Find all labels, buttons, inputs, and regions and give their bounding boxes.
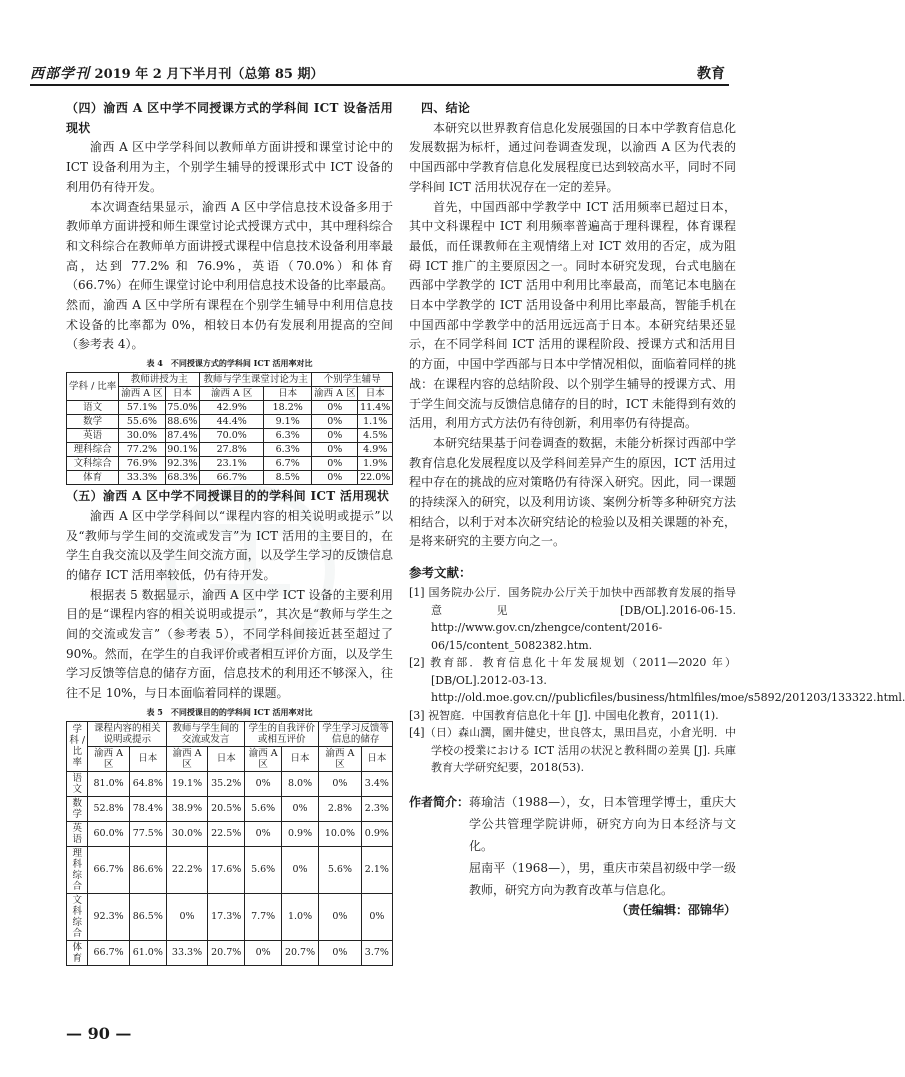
table-cell: 92.3% (165, 457, 200, 471)
table-subheader: 渝西 A 区 (312, 387, 358, 401)
table-cell: 4.5% (358, 429, 393, 443)
table-cell: 44.4% (200, 415, 264, 429)
left-column (66, 99, 393, 966)
table-cell: 88.6% (165, 415, 200, 429)
table-cell: 6.3% (264, 443, 312, 457)
table-cell: 66.7% (88, 846, 129, 893)
table-subject-cell: 文科综合 (67, 893, 88, 940)
table-subject-cell: 体育 (67, 940, 88, 965)
table-subject-cell: 英语 (67, 821, 88, 846)
author-bio-2: 屈南平（1968—），男，重庆市荣昌初级中学一级教师，研究方向为教育改革与信息化。 (469, 860, 736, 897)
table-cell: 0% (312, 471, 358, 485)
table-cell: 0% (281, 846, 318, 893)
table-cell: 0.9% (361, 821, 392, 846)
table-cell: 66.7% (88, 940, 129, 965)
table-subheader: 渝西 A 区 (166, 746, 207, 771)
table-cell: 52.8% (88, 796, 129, 821)
table-cell: 7.7% (245, 893, 282, 940)
table-cell: 0% (361, 893, 392, 940)
table-subheader-row (67, 746, 393, 771)
table-group-header: 学生学习反馈等信息的储存 (319, 721, 393, 746)
table-cell: 27.8% (200, 443, 264, 457)
table4-caption: 表 4 不同授课方式的学科间 ICT 活用率对比 (146, 358, 313, 369)
reference-item: [1] 国务院办公厅．国务院办公厅关于加快中西部教育发展的指导意见 [DB/OL].2016-06-15. http://www.gov.cn/zhengce/content/2016-06/15/content_5082382.htm. (409, 586, 736, 652)
table-subheader: 日本 (361, 746, 392, 771)
table-cell: 75.0% (165, 401, 200, 415)
table4 (66, 372, 393, 485)
conclusion-paragraph-1: 本研究以世界教育信息化发展强国的日本中学教育信息化发展数据为标杆，通过问卷调查发现，以渝西 A 区为代表的中国西部中学教育信息化发展程度已达到较高水平，同时不同学科间 ICT 活用状况存在一定的差异。 (409, 120, 736, 194)
table-cell: 9.1% (264, 415, 312, 429)
table-group-header: 教师与学生间的交流或发言 (166, 721, 244, 746)
section4-heading: （四）渝西 A 区中学不同授课方式的学科间 ICT 设备活用现状 (66, 101, 393, 135)
table-row (67, 401, 393, 415)
reference-item: [2] 教育部．教育信息化十年发展规划（2011—2020 年）[DB/OL].2012-03-13. http://old.moe.gov.cn//publicfiles/business/htmlfiles/moe/s5892/201203/133322.html. (409, 656, 905, 705)
table-cell: 5.6% (245, 796, 282, 821)
journal-header (30, 63, 323, 83)
table-cell: 66.7% (200, 471, 264, 485)
table-subject-cell: 数学 (67, 415, 119, 429)
table-cell: 0% (245, 771, 282, 796)
table-cell: 60.0% (88, 821, 129, 846)
table-group-header: 个别学生辅导 (312, 373, 393, 387)
journal-issue: 2019 年 2 月下半月刊（总第 85 期） (94, 67, 324, 82)
page-number: — 90 — (66, 1024, 132, 1043)
table-cell: 0% (281, 796, 318, 821)
reference-item: [3] 祝智庭．中国教育信息化十年 [J]. 中国电化教育，2011(1). (409, 708, 719, 722)
table-cell: 3.7% (361, 940, 392, 965)
table-cell: 17.3% (208, 893, 245, 940)
table-cell: 57.1% (119, 401, 165, 415)
author-bio-1: 蒋瑜洁（1988—），女，日本管理学博士，重庆大学公共管理学院讲师，研究方向为日本经济与文化。 (469, 794, 736, 853)
table-cell: 87.4% (165, 429, 200, 443)
table-cell: 76.9% (119, 457, 165, 471)
table-cell: 22.5% (208, 821, 245, 846)
table-subject-cell: 英语 (67, 429, 119, 443)
table-subheader: 渝西 A 区 (245, 746, 282, 771)
table-cell: 92.3% (88, 893, 129, 940)
table-cell: 42.9% (200, 401, 264, 415)
table-cell: 81.0% (88, 771, 129, 796)
table-cell: 30.0% (166, 821, 207, 846)
table-row-header: 学科 / 比率 (67, 373, 119, 401)
table-row (67, 471, 393, 485)
table-row (67, 796, 393, 821)
table-cell: 86.5% (129, 893, 166, 940)
table-cell: 90.1% (165, 443, 200, 457)
table-cell: 5.6% (245, 846, 282, 893)
table-cell: 77.5% (129, 821, 166, 846)
table-row (67, 457, 393, 471)
table-cell: 20.7% (281, 940, 318, 965)
table-cell: 22.0% (358, 471, 393, 485)
table-cell: 78.4% (129, 796, 166, 821)
table-cell: 6.7% (264, 457, 312, 471)
table-cell: 19.1% (166, 771, 207, 796)
table-cell: 4.9% (358, 443, 393, 457)
table-cell: 61.0% (129, 940, 166, 965)
conclusion-paragraph-2: 首先，中国西部中学教学中 ICT 活用频率已超过日本，其中文科课程中 ICT 利用频率普遍高于理科课程，体育课程最低，而任课教师在主观情绪上对 ICT 效用的否定，成为阻碍 ICT 推广的主要原因之一。同时本研究发现，台式电脑在西部中学教学的 ICT 活用中利用比率最高，而笔记本电脑在日本中学教学的 ICT 活用设备中利用比率最高，智能手机在中国西部中学教学中的活用远远高于日本。本研究结果还显示，在不同学科间 ICT 活用的课程阶段、授课方式和活用目的方面，中国中学西部与日本中学情况相似，面临着同样的挑战：在课程内容的总结阶段、以个别学生辅导的授课方式、用于学生间交流与反馈信息储存的目的时，ICT 未能得到有效的活用，利用方式方法仍有待创新，利用率仍有待提高。 (409, 199, 736, 431)
table-subject-cell: 语文 (67, 771, 88, 796)
table-cell: 0% (312, 443, 358, 457)
table-subheader: 日本 (281, 746, 318, 771)
table-subject-cell: 文科综合 (67, 457, 119, 471)
table-cell: 17.6% (208, 846, 245, 893)
table-subheader: 渝西 A 区 (319, 746, 362, 771)
section-label: 教育 (697, 66, 725, 82)
table-row (67, 443, 393, 457)
table-cell: 0% (312, 429, 358, 443)
section4-paragraph-1: 渝西 A 区中学学科间以教师单方面讲授和课堂讨论中的 ICT 设备利用为主，个别学生辅导的授课形式中 ICT 设备的利用仍有待开发。 (66, 140, 393, 194)
table-cell: 35.2% (208, 771, 245, 796)
table-cell: 0% (245, 940, 282, 965)
table-subheader: 日本 (358, 387, 393, 401)
journal-name: 西部学刊 (30, 66, 90, 82)
table-header-row (67, 373, 393, 387)
table-cell: 1.0% (281, 893, 318, 940)
table-subheader: 日本 (264, 387, 312, 401)
table-cell: 2.8% (319, 796, 362, 821)
table-cell: 0% (312, 415, 358, 429)
table-group-header: 教师与学生课堂讨论为主 (200, 373, 312, 387)
author-label: 作者简介： (409, 794, 470, 809)
table-subheader: 日本 (129, 746, 166, 771)
table-cell: 0% (312, 457, 358, 471)
table-cell: 55.6% (119, 415, 165, 429)
table-cell: 18.2% (264, 401, 312, 415)
table-subheader: 渝西 A 区 (119, 387, 165, 401)
table-cell: 20.7% (208, 940, 245, 965)
table-row (67, 771, 393, 796)
reference-item: [4]（日）森山潤，園井健史，世良啓太，黒田昌克，小倉光明．中学校の授業における ICT 活用の状況と教科間の差異 [J]. 兵庫教育大学研究紀要，2018(53). (409, 726, 736, 775)
table-group-header: 教师讲授为主 (119, 373, 200, 387)
table-cell: 6.3% (264, 429, 312, 443)
table-cell: 8.5% (264, 471, 312, 485)
table-subject-cell: 理科综合 (67, 846, 88, 893)
table-subject-cell: 语文 (67, 401, 119, 415)
editor-note: （责任编辑：邵锦华） (615, 902, 736, 917)
table-subheader: 日本 (165, 387, 200, 401)
table-subject-cell: 体育 (67, 471, 119, 485)
table-cell: 33.3% (119, 471, 165, 485)
table-cell: 0% (319, 771, 362, 796)
table-cell: 11.4% (358, 401, 393, 415)
conclusion-heading: 四、结论 (421, 101, 471, 115)
table-cell: 10.0% (319, 821, 362, 846)
table-cell: 68.3% (165, 471, 200, 485)
section5-paragraph-2: 根据表 5 数据显示，渝西 A 区中学 ICT 设备的主要利用目的是“课程内容的相关说明或提示”，其次是“教师与学生之间的交流或发言”（参考表 5），不同学科间接近甚至超过了 90%。然而，在学生的自我评价或者相互评价方面，以及学生学习反馈等信息的储存方面，信息技术的利用还不够深入，往往不足 10%，与日本面临着同样的课题。 (66, 587, 393, 701)
table-subheader: 日本 (208, 746, 245, 771)
references-heading: 参考文献： (409, 565, 472, 581)
table-cell: 2.1% (361, 846, 392, 893)
table-cell: 0% (245, 821, 282, 846)
table-row (67, 893, 393, 940)
table-row (67, 940, 393, 965)
conclusion-paragraph-3: 本研究结果基于问卷调查的数据，未能分析探讨西部中学教育信息化发展程度以及学科间差异产生的原因，ICT 活用过程中存在的挑战的应对策略仍有待深入研究。因此，同一课题的持续深入的研究，以及利用访谈、案例分析等多种研究方法相结合，以利于对本次研究结论的检验以及相关课题的补充，是将来研究的主要方向之一。 (409, 435, 736, 549)
table-cell: 33.3% (166, 940, 207, 965)
table-subheader: 渝西 A 区 (88, 746, 129, 771)
header-rule (30, 84, 729, 86)
table-row (67, 415, 393, 429)
table-cell: 64.8% (129, 771, 166, 796)
table-row (67, 821, 393, 846)
table-group-header: 课程内容的相关说明或提示 (88, 721, 166, 746)
table-cell: 0.9% (281, 821, 318, 846)
table-row (67, 429, 393, 443)
table-cell: 22.2% (166, 846, 207, 893)
table-cell: 2.3% (361, 796, 392, 821)
author-info (409, 791, 736, 901)
table-cell: 1.1% (358, 415, 393, 429)
section5-heading: （五）渝西 A 区中学不同授课目的的学科间 ICT 活用现状 (66, 489, 390, 504)
table-header-row (67, 721, 393, 746)
table-row (67, 846, 393, 893)
section5-paragraph-1: 渝西 A 区中学学科间以“课程内容的相关说明或提示”以及“教师与学生间的交流或发言”为 ICT 活用的主要目的，在学生自我交流以及学生间交流方面，以及学生学习的反馈信息的储存 ICT 活用率较低，仍有待开发。 (66, 508, 393, 582)
table-subheader: 渝西 A 区 (200, 387, 264, 401)
table-cell: 8.0% (281, 771, 318, 796)
table-cell: 3.4% (361, 771, 392, 796)
table5-caption: 表 5 不同授课目的的学科间 ICT 活用率对比 (146, 706, 313, 717)
table5 (66, 721, 393, 966)
table-group-header: 学生的自我评价或相互评价 (245, 721, 319, 746)
section4-paragraph-2: 本次调查结果显示，渝西 A 区中学信息技术设备多用于教师单方面讲授和师生课堂讨论式授课方式中，其中理科综合和文科综合在教师单方面讲授式课程中信息技术设备利用率最高，达到 77.2% 和 76.9%，英语（70.0%）和体育（66.7%）在师生课堂讨论中利用信息技术设备的比率最高。然而，渝西 A 区中学所有课程在个别学生辅导中利用信息技术设备的比率都为 0%，相较日本仍有发展利用提高的空间（参考表 4）。 (66, 199, 393, 352)
table-cell: 5.6% (319, 846, 362, 893)
table-cell: 1.9% (358, 457, 393, 471)
table-row-header: 学科 / 比率 (67, 721, 88, 771)
table-cell: 30.0% (119, 429, 165, 443)
table-cell: 0% (312, 401, 358, 415)
table-cell: 0% (319, 940, 362, 965)
table-cell: 77.2% (119, 443, 165, 457)
table-subject-cell: 理科综合 (67, 443, 119, 457)
table-cell: 70.0% (200, 429, 264, 443)
table-cell: 86.6% (129, 846, 166, 893)
table-cell: 0% (166, 893, 207, 940)
table-cell: 20.5% (208, 796, 245, 821)
table-cell: 0% (319, 893, 362, 940)
table-cell: 38.9% (166, 796, 207, 821)
right-column (409, 99, 905, 920)
table-subject-cell: 数学 (67, 796, 88, 821)
table-cell: 23.1% (200, 457, 264, 471)
